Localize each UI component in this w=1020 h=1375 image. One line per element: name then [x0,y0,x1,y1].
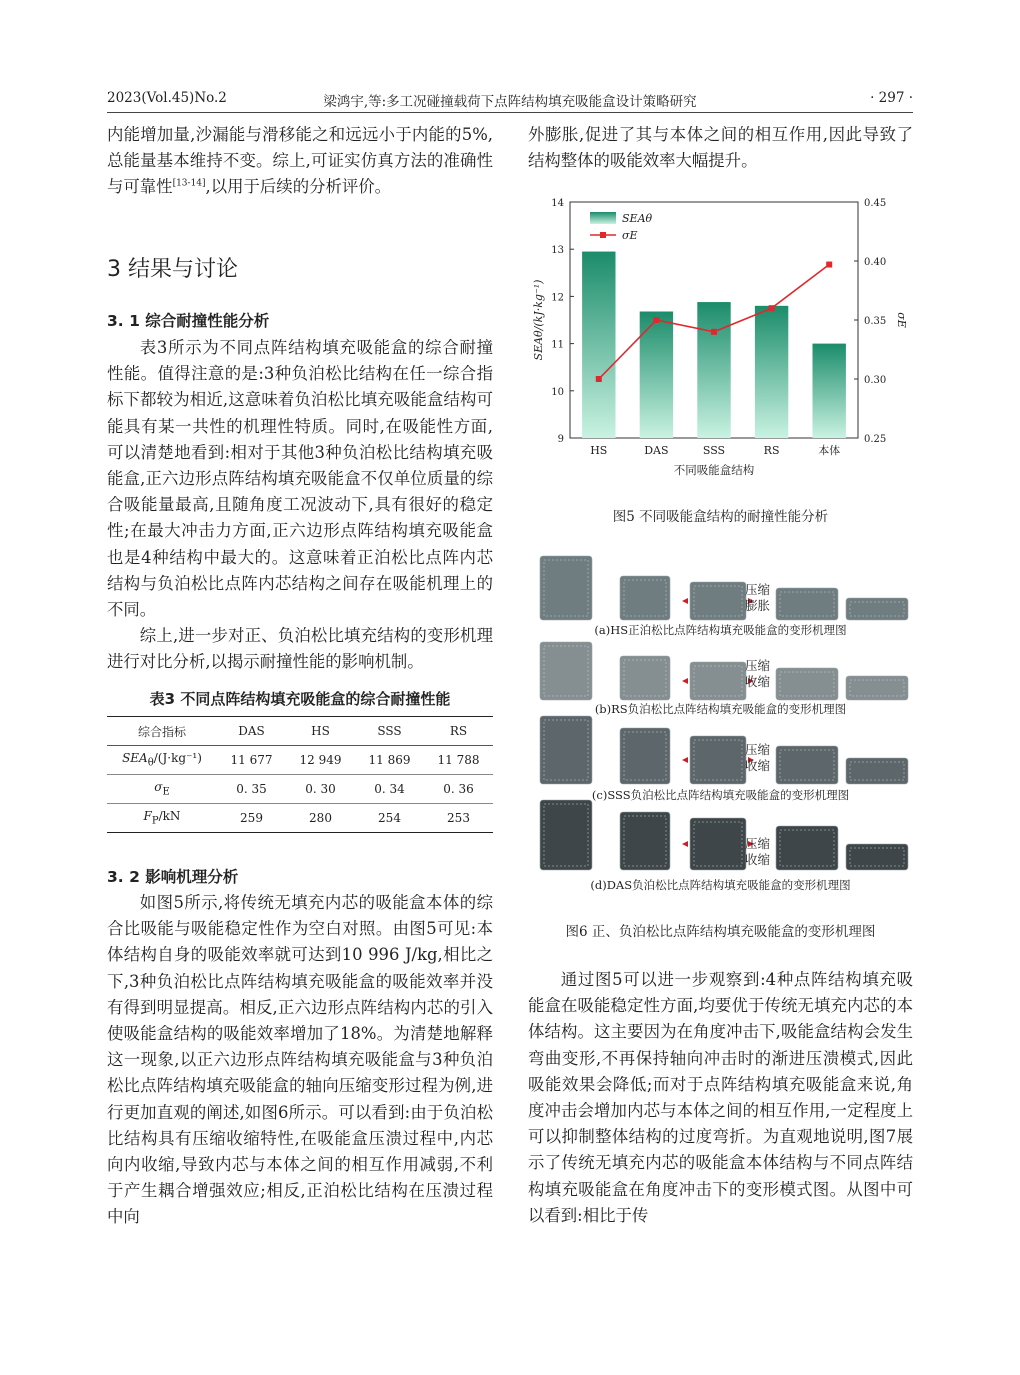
y2-tick-label: 0.25 [864,434,887,445]
compress-arrow-left [682,598,688,604]
running-title: 梁鸿宇,等:多工况碰撞载荷下点阵结构填充吸能盒设计策略研究 [323,94,697,110]
x-axis-label: 不同吸能盒结构 [673,463,755,477]
lattice-box-specimen [540,800,592,870]
lattice-box-specimen [690,662,746,700]
lattice-box-specimen [776,668,838,700]
table-row [107,804,493,833]
fig6-panel-caption-b: (b)RS负泊松比点阵结构填充吸能盒的变形机理图 [594,702,847,716]
lattice-box-specimen [620,812,670,870]
paragraph: 表3所示为不同点阵结构填充吸能盒的综合耐撞性能。值得注意的是:3种负泊松比结构在任一综合指标下都较为相近,这意味着负泊松比填充吸能盒结构可能具有某一共性的机理性特质。同时,在吸能性方面,可以清楚地看到:相对于其他3种负泊松比结构填充吸能盒,正六边形点阵结构填充吸能盒不仅单位质量的综合吸能量最高,且随角度工况波动下,具有很好的稳定性;在最大冲击力方面,正六边形点阵结构填充吸能盒也是4种结构中最大的。这意味着正泊松比点阵内芯结构与负泊松比点阵内芯结构之间存在吸能机理上的不同。 [107,338,493,620]
row-label: $F_P/kN$ [107,804,217,833]
x-tick-label: DAS [644,444,669,457]
lattice-box-specimen [776,826,838,870]
y2-tick-label: 0.30 [864,375,887,386]
anno-c: 压缩 收缩 [745,742,771,773]
table-cell: 254 [355,804,424,833]
table-cell: 0. 36 [424,775,493,804]
citation[interactable]: [13-14] [172,178,206,189]
lattice-box-specimen [540,642,592,700]
section-heading-3: 3 结果与讨论 [107,257,238,282]
table-head-cell: SSS [355,717,424,746]
y-axis-label: SEAθ/(kJ·kg⁻¹) [532,279,545,361]
lattice-box-specimen [690,582,746,620]
table-cell: 259 [217,804,286,833]
figure-5-caption: 图5 不同吸能盒结构的耐撞性能分析 [612,509,829,525]
table-cell: 11 788 [424,746,493,775]
table-cell: 12 949 [286,746,355,775]
fig6-panel-caption-a: (a)HS正泊松比点阵结构填充吸能盒的变形机理图 [594,623,847,637]
figure-6-caption: 图6 正、负泊松比点阵结构填充吸能盒的变形机理图 [565,924,876,940]
table-head-cell: DAS [217,717,286,746]
y-tick-label: 9 [557,434,564,445]
x-tick-label: HS [590,444,608,457]
lattice-box-specimen [620,728,670,784]
lattice-box-specimen [620,656,670,700]
table-head-cell: HS [286,717,355,746]
lattice-box-specimen [776,746,838,784]
bar-HS [582,252,615,438]
table-row [107,775,493,804]
line-point [826,262,832,268]
table-caption: 表3 不同点阵结构填充吸能盒的综合耐撞性能 [149,690,451,708]
lattice-box-specimen [620,576,670,620]
x-tick-label: SSS [702,444,726,457]
table-header-row [107,717,493,746]
page-number: · 297 · [870,90,913,106]
section-heading-3-2: 3. 2 影响机理分析 [107,868,239,886]
lattice-box-specimen [540,556,592,620]
table-cell: 0. 30 [286,775,355,804]
figure-5-chart [528,190,913,490]
right-column-top [528,122,913,174]
table-row [107,746,493,775]
x-tick-label: 本体 [818,444,841,457]
x-tick-label: RS [763,444,780,457]
paragraph: 如图5所示,将传统无填充内芯的吸能盒本体的综合比吸能与吸能稳定性作为空白对照。由图5可见:本体结构自身的吸能效率就可达到10 996 J/kg,相比之下,3种负泊松比点阵结构填充吸能盒的吸能效率并没有得到明显提高。相反,正六边形点阵结构内芯的引入使吸能盒结构的吸能效率增加了18%。为清楚地解释这一现象,以正六边形点阵结构填充吸能盒与3种负泊松比点阵结构填充吸能盒的轴向压缩变形过程为例,进行更加直观的阐述,如图6所示。可以看到:由于负泊松比结构具有压缩收缩特性,在吸能盒压溃过程中,内芯向内收缩,导致内芯与本体之间的相互作用减弱,不利于产生耦合增强效应;相反,正泊松比结构在压溃过程中向 [107,893,493,1227]
compress-arrow-left [682,757,688,763]
line-point [769,305,775,311]
fig6-panel-caption-c: (c)SSS负泊松比点阵结构填充吸能盒的变形机理图 [591,788,850,802]
anno-b: 压缩 收缩 [745,658,771,689]
table-3 [107,716,493,833]
fig6-panel-caption-d: (d)DAS负泊松比点阵结构填充吸能盒的变形机理图 [590,878,851,892]
paragraph: 综上,进一步对正、负泊松比填充结构的变形机理进行对比分析,以揭示耐撞性能的影响机制。 [107,626,493,672]
y2-tick-label: 0.40 [864,257,887,268]
running-header [107,90,913,112]
compress-arrow-left [682,841,688,847]
y2-tick-label: 0.35 [864,316,887,327]
lattice-box-specimen [776,588,838,620]
y-tick-label: 11 [551,339,564,351]
row-label: $SEA_\theta/(J\cdot kg^{-1})$ [107,746,217,775]
section-heading-3-1: 3. 1 综合耐撞性能分析 [107,312,270,330]
table-cell: 253 [424,804,493,833]
lattice-box-specimen [690,818,746,870]
left-column [107,122,493,201]
header-rule [107,112,913,113]
y-tick-label: 14 [551,198,564,209]
table-cell: 11 869 [355,746,424,775]
journal-issue: 2023(Vol.45)No.2 [107,90,227,106]
table-cell: 0. 35 [217,775,286,804]
line-point [711,329,717,335]
table-cell: 0. 34 [355,775,424,804]
legend-bar-label: SEAθ [622,212,653,225]
anno-d: 压缩 收缩 [745,836,771,867]
y-tick-label: 12 [551,292,564,304]
paragraph: 内能增加量,沙漏能与滑移能之和远远小于内能的5%,总能量基本维持不变。综上,可证实仿真方法的准确性与可靠性[13-14],以用于后续的分析评价。 [107,125,493,197]
legend-line-label: σE [622,229,638,242]
bar-DAS [640,312,673,438]
bar-RS [755,306,788,438]
row-label: $\sigma_E$ [107,775,217,804]
y2-axis-label: σE [895,312,908,328]
line-point [596,376,602,382]
legend-line-marker [600,232,606,238]
paragraph: 通过图5可以进一步观察到:4种点阵结构填充吸能盒在吸能稳定性方面,均要优于传统无填充内芯的本体结构。这主要因为在角度冲击下,吸能盒结构会发生弯曲变形,不再保持轴向冲击时的渐进压溃模式,因此吸能效果会降低;而对于点阵结构填充吸能盒来说,角度冲击会增加内芯与本体之间的相互作用,一定程度上可以抑制整体结构的过度弯折。为直观地说明,图7展示了传统无填充内芯的吸能盒本体结构与不同点阵结构填充吸能盒在角度冲击下的变形模式图。从图中可以看到:相比于传 [528,970,913,1225]
y2-tick-label: 0.45 [864,198,887,209]
table-cell: 11 677 [217,746,286,775]
figure-6-image [528,548,913,898]
left-column-bottom [107,890,493,1231]
right-column-bottom [528,967,913,1229]
lattice-box-specimen [540,716,592,784]
paragraph: 外膨胀,促进了其与本体之间的相互作用,因此导致了结构整体的吸能效率大幅提升。 [528,125,913,171]
compress-arrow-left [682,678,688,684]
lattice-box-specimen [846,676,908,700]
lattice-box-specimen [846,598,908,620]
y-tick-label: 13 [551,245,564,257]
bar-本体 [812,344,845,438]
legend-bar-swatch [590,212,616,224]
anno-a: 压缩 膨胀 [745,582,771,613]
y-tick-label: 10 [551,386,564,398]
lattice-box-specimen [690,736,746,784]
left-column-body [107,335,493,676]
table-cell: 280 [286,804,355,833]
bar-SSS [697,302,730,438]
table-head-cell: RS [424,717,493,746]
line-point [653,317,659,323]
table-head-cell: 综合指标 [107,717,217,746]
